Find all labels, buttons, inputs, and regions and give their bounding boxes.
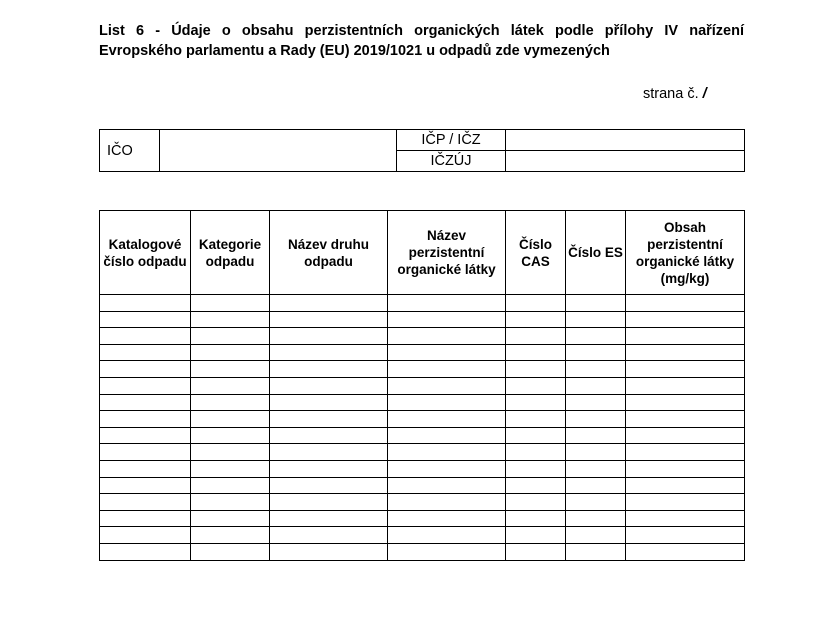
cell-waste-name[interactable]: [270, 460, 388, 477]
cell-es-number[interactable]: [566, 510, 626, 527]
header-content: Obsah perzistentní organické látky (mg/kg): [626, 211, 745, 295]
header-es-number: Číslo ES: [566, 211, 626, 295]
table-row: [100, 477, 745, 494]
cell-substance-name[interactable]: [388, 444, 506, 461]
table-body: [100, 295, 745, 561]
identification-table: [99, 129, 745, 172]
cell-es-number[interactable]: [566, 295, 626, 312]
header-category: Kategorie odpadu: [191, 211, 270, 295]
cell-category[interactable]: [191, 295, 270, 312]
table-row: [100, 527, 745, 544]
cell-category[interactable]: [191, 344, 270, 361]
cell-waste-name[interactable]: [270, 411, 388, 428]
cell-catalog-number[interactable]: [100, 394, 191, 411]
page-number: [643, 86, 707, 102]
cell-substance-name[interactable]: [388, 328, 506, 345]
cell-substance-name[interactable]: [388, 477, 506, 494]
cell-waste-name[interactable]: [270, 328, 388, 345]
cell-category[interactable]: [191, 510, 270, 527]
table-row: [100, 361, 745, 378]
cell-substance-name[interactable]: [388, 460, 506, 477]
cell-content[interactable]: [626, 460, 745, 477]
table-row: [100, 394, 745, 411]
cell-catalog-number[interactable]: [100, 510, 191, 527]
cell-cas-number[interactable]: [506, 543, 566, 560]
cell-content[interactable]: [626, 377, 745, 394]
cell-substance-name[interactable]: [388, 494, 506, 511]
cell-catalog-number[interactable]: [100, 543, 191, 560]
cell-cas-number[interactable]: [506, 361, 566, 378]
header-waste-name: Název druhu odpadu: [270, 211, 388, 295]
cell-category[interactable]: [191, 411, 270, 428]
cell-content[interactable]: [626, 328, 745, 345]
cell-cas-number[interactable]: [506, 344, 566, 361]
cell-waste-name[interactable]: [270, 311, 388, 328]
cell-catalog-number[interactable]: [100, 477, 191, 494]
cell-waste-name[interactable]: [270, 394, 388, 411]
table-row: [100, 328, 745, 345]
document-title: [99, 21, 744, 61]
cell-cas-number[interactable]: [506, 477, 566, 494]
cell-catalog-number[interactable]: [100, 328, 191, 345]
cell-es-number[interactable]: [566, 411, 626, 428]
pop-content-table: [99, 210, 745, 561]
cell-substance-name[interactable]: [388, 295, 506, 312]
cell-es-number[interactable]: [566, 477, 626, 494]
cell-content[interactable]: [626, 295, 745, 312]
cell-catalog-number[interactable]: [100, 527, 191, 544]
cell-cas-number[interactable]: [506, 394, 566, 411]
cell-cas-number[interactable]: [506, 527, 566, 544]
cell-catalog-number[interactable]: [100, 460, 191, 477]
cell-es-number[interactable]: [566, 527, 626, 544]
cell-waste-name[interactable]: [270, 344, 388, 361]
cell-catalog-number[interactable]: [100, 494, 191, 511]
cell-cas-number[interactable]: [506, 311, 566, 328]
cell-category[interactable]: [191, 444, 270, 461]
table-row: [100, 427, 745, 444]
cell-content[interactable]: [626, 394, 745, 411]
cell-category[interactable]: [191, 427, 270, 444]
cell-waste-name[interactable]: [270, 444, 388, 461]
table-row: [100, 295, 745, 312]
cell-waste-name[interactable]: [270, 543, 388, 560]
cell-category[interactable]: [191, 460, 270, 477]
table-row: [100, 344, 745, 361]
cell-es-number[interactable]: [566, 460, 626, 477]
cell-category[interactable]: [191, 377, 270, 394]
cell-category[interactable]: [191, 494, 270, 511]
cell-cas-number[interactable]: [506, 444, 566, 461]
cell-content[interactable]: [626, 344, 745, 361]
cell-category[interactable]: [191, 477, 270, 494]
cell-waste-name[interactable]: [270, 494, 388, 511]
cell-content[interactable]: [626, 510, 745, 527]
cell-cas-number[interactable]: [506, 377, 566, 394]
cell-cas-number[interactable]: [506, 510, 566, 527]
cell-es-number[interactable]: [566, 543, 626, 560]
cell-es-number[interactable]: [566, 328, 626, 345]
table-row: [100, 311, 745, 328]
page-separator: /: [702, 86, 707, 102]
cell-waste-name[interactable]: [270, 295, 388, 312]
cell-content[interactable]: [626, 527, 745, 544]
cell-substance-name[interactable]: [388, 510, 506, 527]
table-row: [100, 510, 745, 527]
table-row: [100, 460, 745, 477]
cell-catalog-number[interactable]: [100, 311, 191, 328]
cell-substance-name[interactable]: [388, 344, 506, 361]
cell-cas-number[interactable]: [506, 427, 566, 444]
cell-category[interactable]: [191, 311, 270, 328]
header-substance-name: Název perzistentní organické látky: [388, 211, 506, 295]
cell-cas-number[interactable]: [506, 328, 566, 345]
cell-es-number[interactable]: [566, 377, 626, 394]
cell-substance-name[interactable]: [388, 527, 506, 544]
cell-substance-name[interactable]: [388, 427, 506, 444]
page-label: strana č.: [643, 86, 699, 102]
table-row: [100, 543, 745, 560]
cell-category[interactable]: [191, 394, 270, 411]
cell-es-number[interactable]: [566, 427, 626, 444]
cell-waste-name[interactable]: [270, 510, 388, 527]
cell-es-number[interactable]: [566, 494, 626, 511]
cell-cas-number[interactable]: [506, 460, 566, 477]
cell-catalog-number[interactable]: [100, 377, 191, 394]
cell-category[interactable]: [191, 328, 270, 345]
cell-catalog-number[interactable]: [100, 411, 191, 428]
cell-catalog-number[interactable]: [100, 344, 191, 361]
cell-es-number[interactable]: [566, 311, 626, 328]
cell-waste-name[interactable]: [270, 477, 388, 494]
cell-category[interactable]: [191, 543, 270, 560]
cell-cas-number[interactable]: [506, 494, 566, 511]
cell-category[interactable]: [191, 361, 270, 378]
cell-cas-number[interactable]: [506, 411, 566, 428]
icp-field[interactable]: [506, 130, 745, 151]
cell-substance-name[interactable]: [388, 543, 506, 560]
cell-content[interactable]: [626, 361, 745, 378]
header-cas-number: Číslo CAS: [506, 211, 566, 295]
cell-waste-name[interactable]: [270, 427, 388, 444]
cell-catalog-number[interactable]: [100, 361, 191, 378]
table-row: [100, 377, 745, 394]
iczuj-field[interactable]: [506, 151, 745, 172]
table-row: [100, 444, 745, 461]
cell-substance-name[interactable]: [388, 377, 506, 394]
cell-content[interactable]: [626, 477, 745, 494]
cell-content[interactable]: [626, 411, 745, 428]
iczuj-label: IČZÚJ: [397, 151, 506, 172]
table-header-row: [100, 211, 745, 295]
cell-waste-name[interactable]: [270, 361, 388, 378]
title-line-2: Evropského parlamentu a Rady (EU) 2019/1021 u odpadů zde vymezených: [99, 43, 610, 59]
cell-substance-name[interactable]: [388, 361, 506, 378]
cell-substance-name[interactable]: [388, 311, 506, 328]
cell-substance-name[interactable]: [388, 394, 506, 411]
cell-category[interactable]: [191, 527, 270, 544]
cell-es-number[interactable]: [566, 394, 626, 411]
cell-catalog-number[interactable]: [100, 295, 191, 312]
cell-content[interactable]: [626, 311, 745, 328]
table-row: [100, 411, 745, 428]
cell-substance-name[interactable]: [388, 411, 506, 428]
title-line-1: List 6 - Údaje o obsahu perzistentních organických látek podle přílohy IV nařízení: [99, 23, 744, 39]
cell-catalog-number[interactable]: [100, 444, 191, 461]
ico-label: IČO: [100, 130, 160, 172]
id-row-1: [100, 130, 745, 151]
cell-es-number[interactable]: [566, 444, 626, 461]
cell-es-number[interactable]: [566, 361, 626, 378]
icp-label: IČP / IČZ: [397, 130, 506, 151]
cell-content[interactable]: [626, 543, 745, 560]
cell-content[interactable]: [626, 444, 745, 461]
cell-waste-name[interactable]: [270, 377, 388, 394]
cell-es-number[interactable]: [566, 344, 626, 361]
cell-content[interactable]: [626, 494, 745, 511]
cell-cas-number[interactable]: [506, 295, 566, 312]
cell-catalog-number[interactable]: [100, 427, 191, 444]
table-row: [100, 494, 745, 511]
ico-field[interactable]: [160, 130, 397, 172]
cell-content[interactable]: [626, 427, 745, 444]
cell-waste-name[interactable]: [270, 527, 388, 544]
header-catalog-number: Katalogové číslo odpadu: [100, 211, 191, 295]
